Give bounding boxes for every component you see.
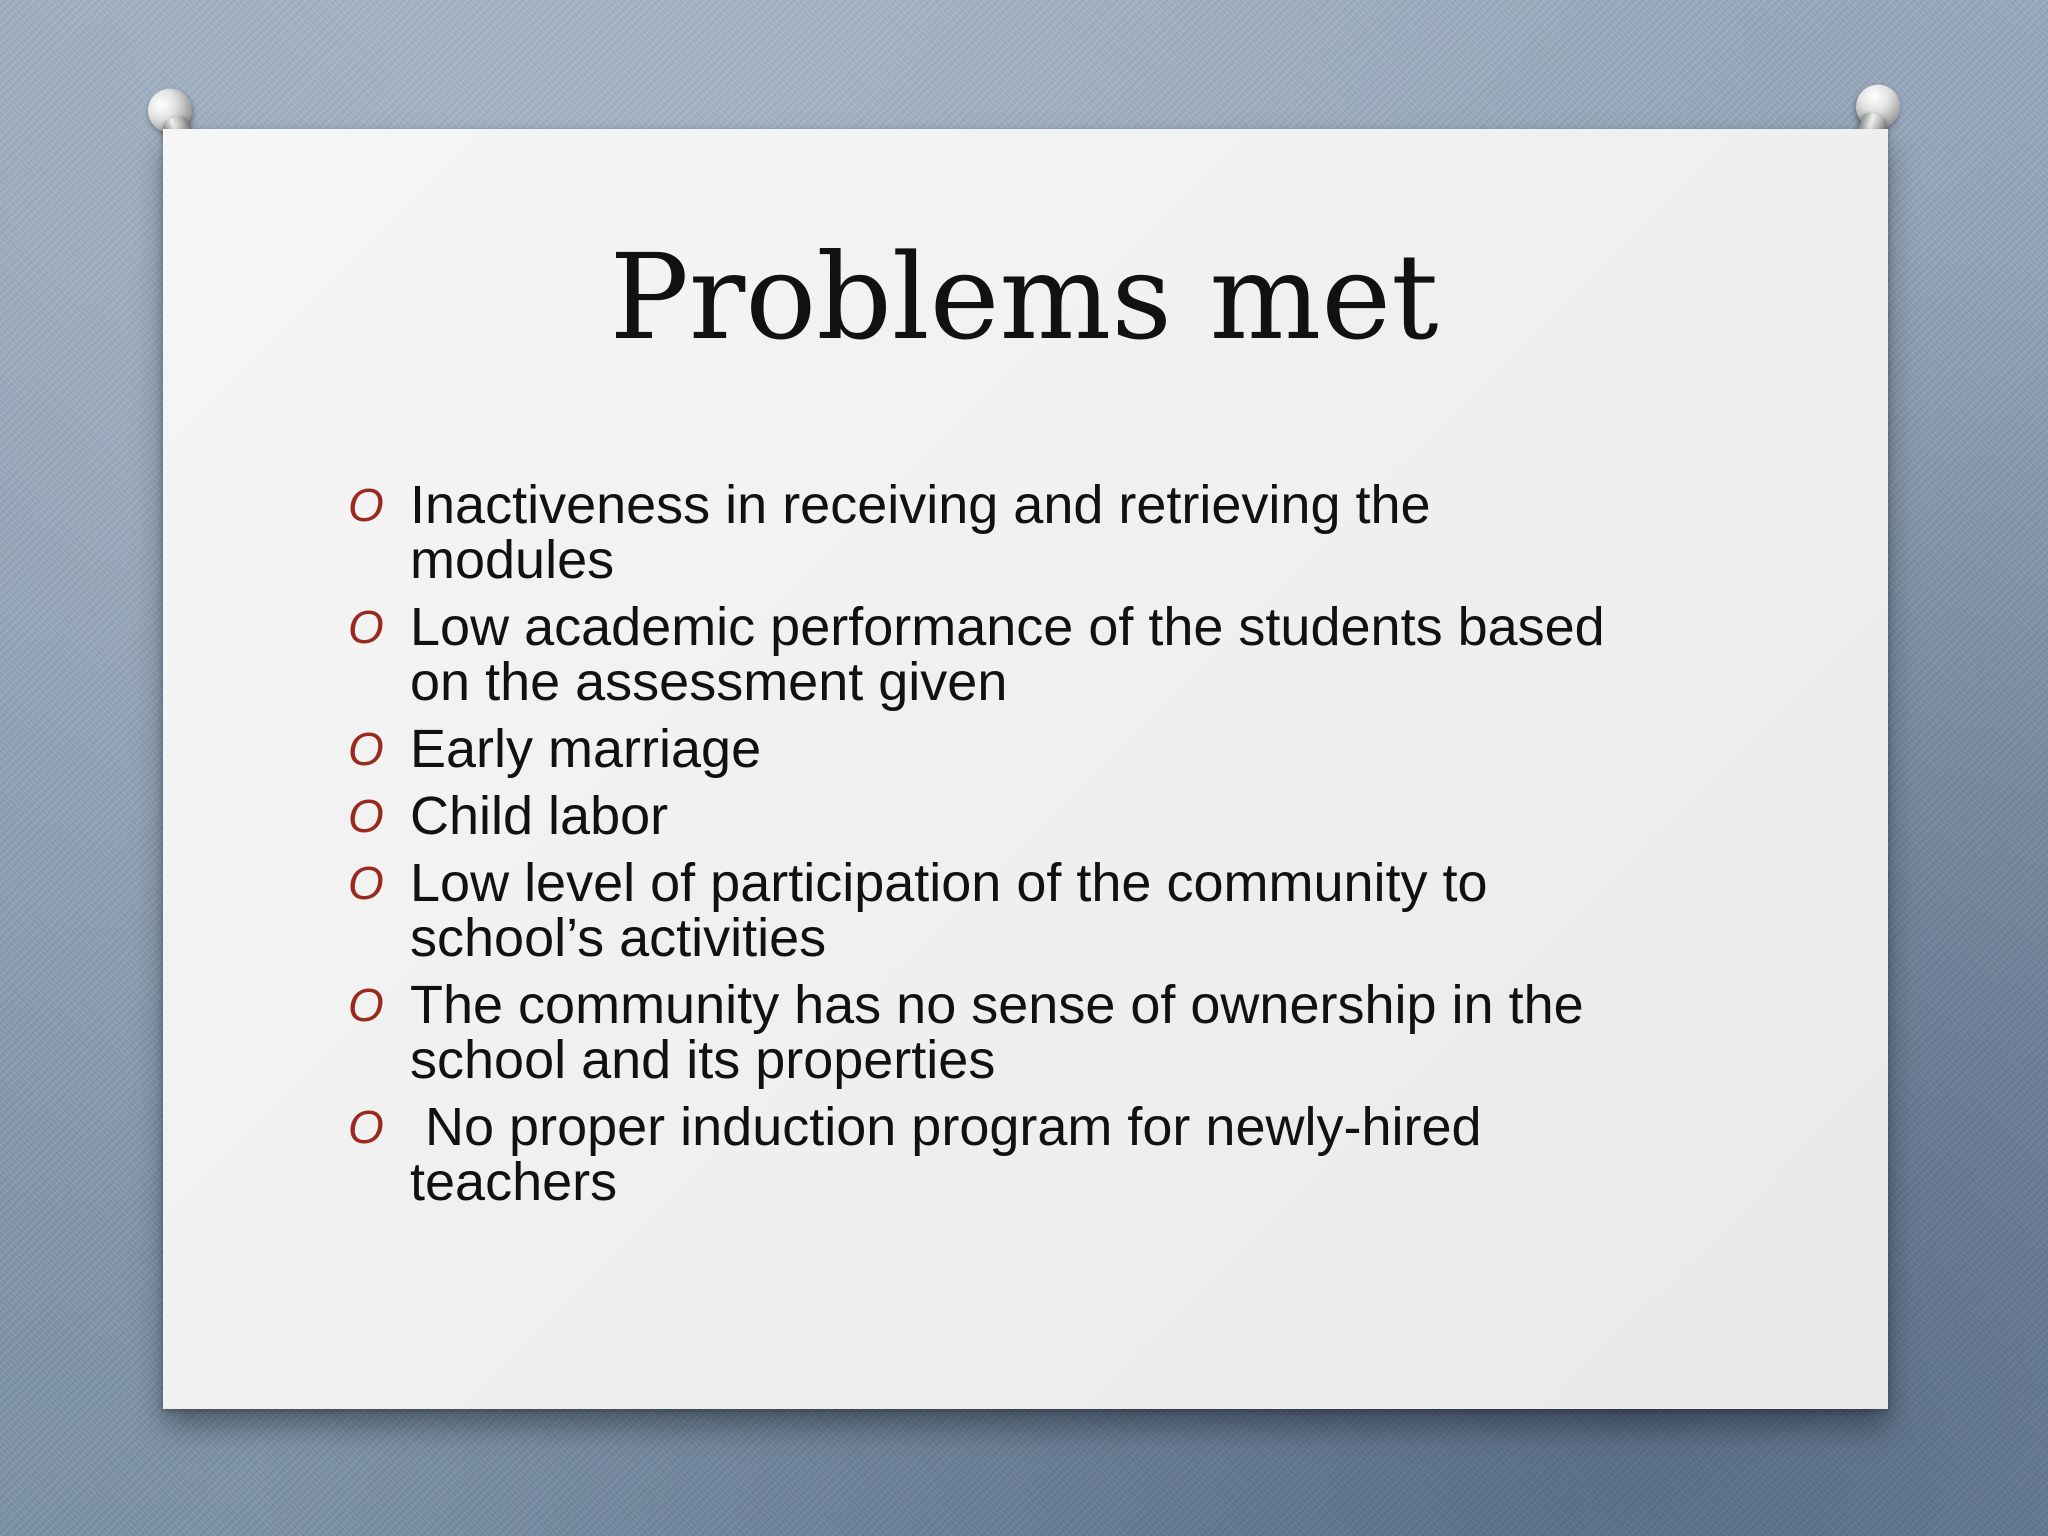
list-item: [348, 786, 1698, 846]
bullet-text: Low academic performance of the students based on the assessment given: [410, 597, 1605, 712]
bullet-text: Child labor: [410, 786, 669, 846]
list-item: [348, 975, 1698, 1090]
bullet-text: Early marriage: [410, 719, 762, 779]
bullet-text: The community has no sense of ownership in the school and its properties: [410, 975, 1584, 1090]
list-item: [348, 1097, 1698, 1212]
list-item: [348, 475, 1698, 590]
bullet-marker-icon: O: [348, 790, 384, 842]
bullet-marker-icon: O: [348, 479, 384, 531]
slide-title: Problems met: [609, 228, 1439, 366]
bullet-text: No proper induction program for newly-hired teachers: [410, 1097, 1482, 1212]
bullet-marker-icon: O: [348, 979, 384, 1031]
bullet-marker-icon: O: [348, 857, 384, 909]
bullet-marker-icon: O: [348, 601, 384, 653]
bullet-text: Inactiveness in receiving and retrieving the modules: [410, 475, 1431, 590]
bullet-marker-icon: O: [348, 1101, 384, 1153]
bullet-text: Low level of participation of the community to school’s activities: [410, 853, 1488, 968]
bullet-list: [348, 475, 1698, 1222]
list-item: [348, 719, 1698, 779]
list-item: [348, 853, 1698, 968]
list-item: [348, 597, 1698, 712]
bullet-marker-icon: O: [348, 723, 384, 775]
